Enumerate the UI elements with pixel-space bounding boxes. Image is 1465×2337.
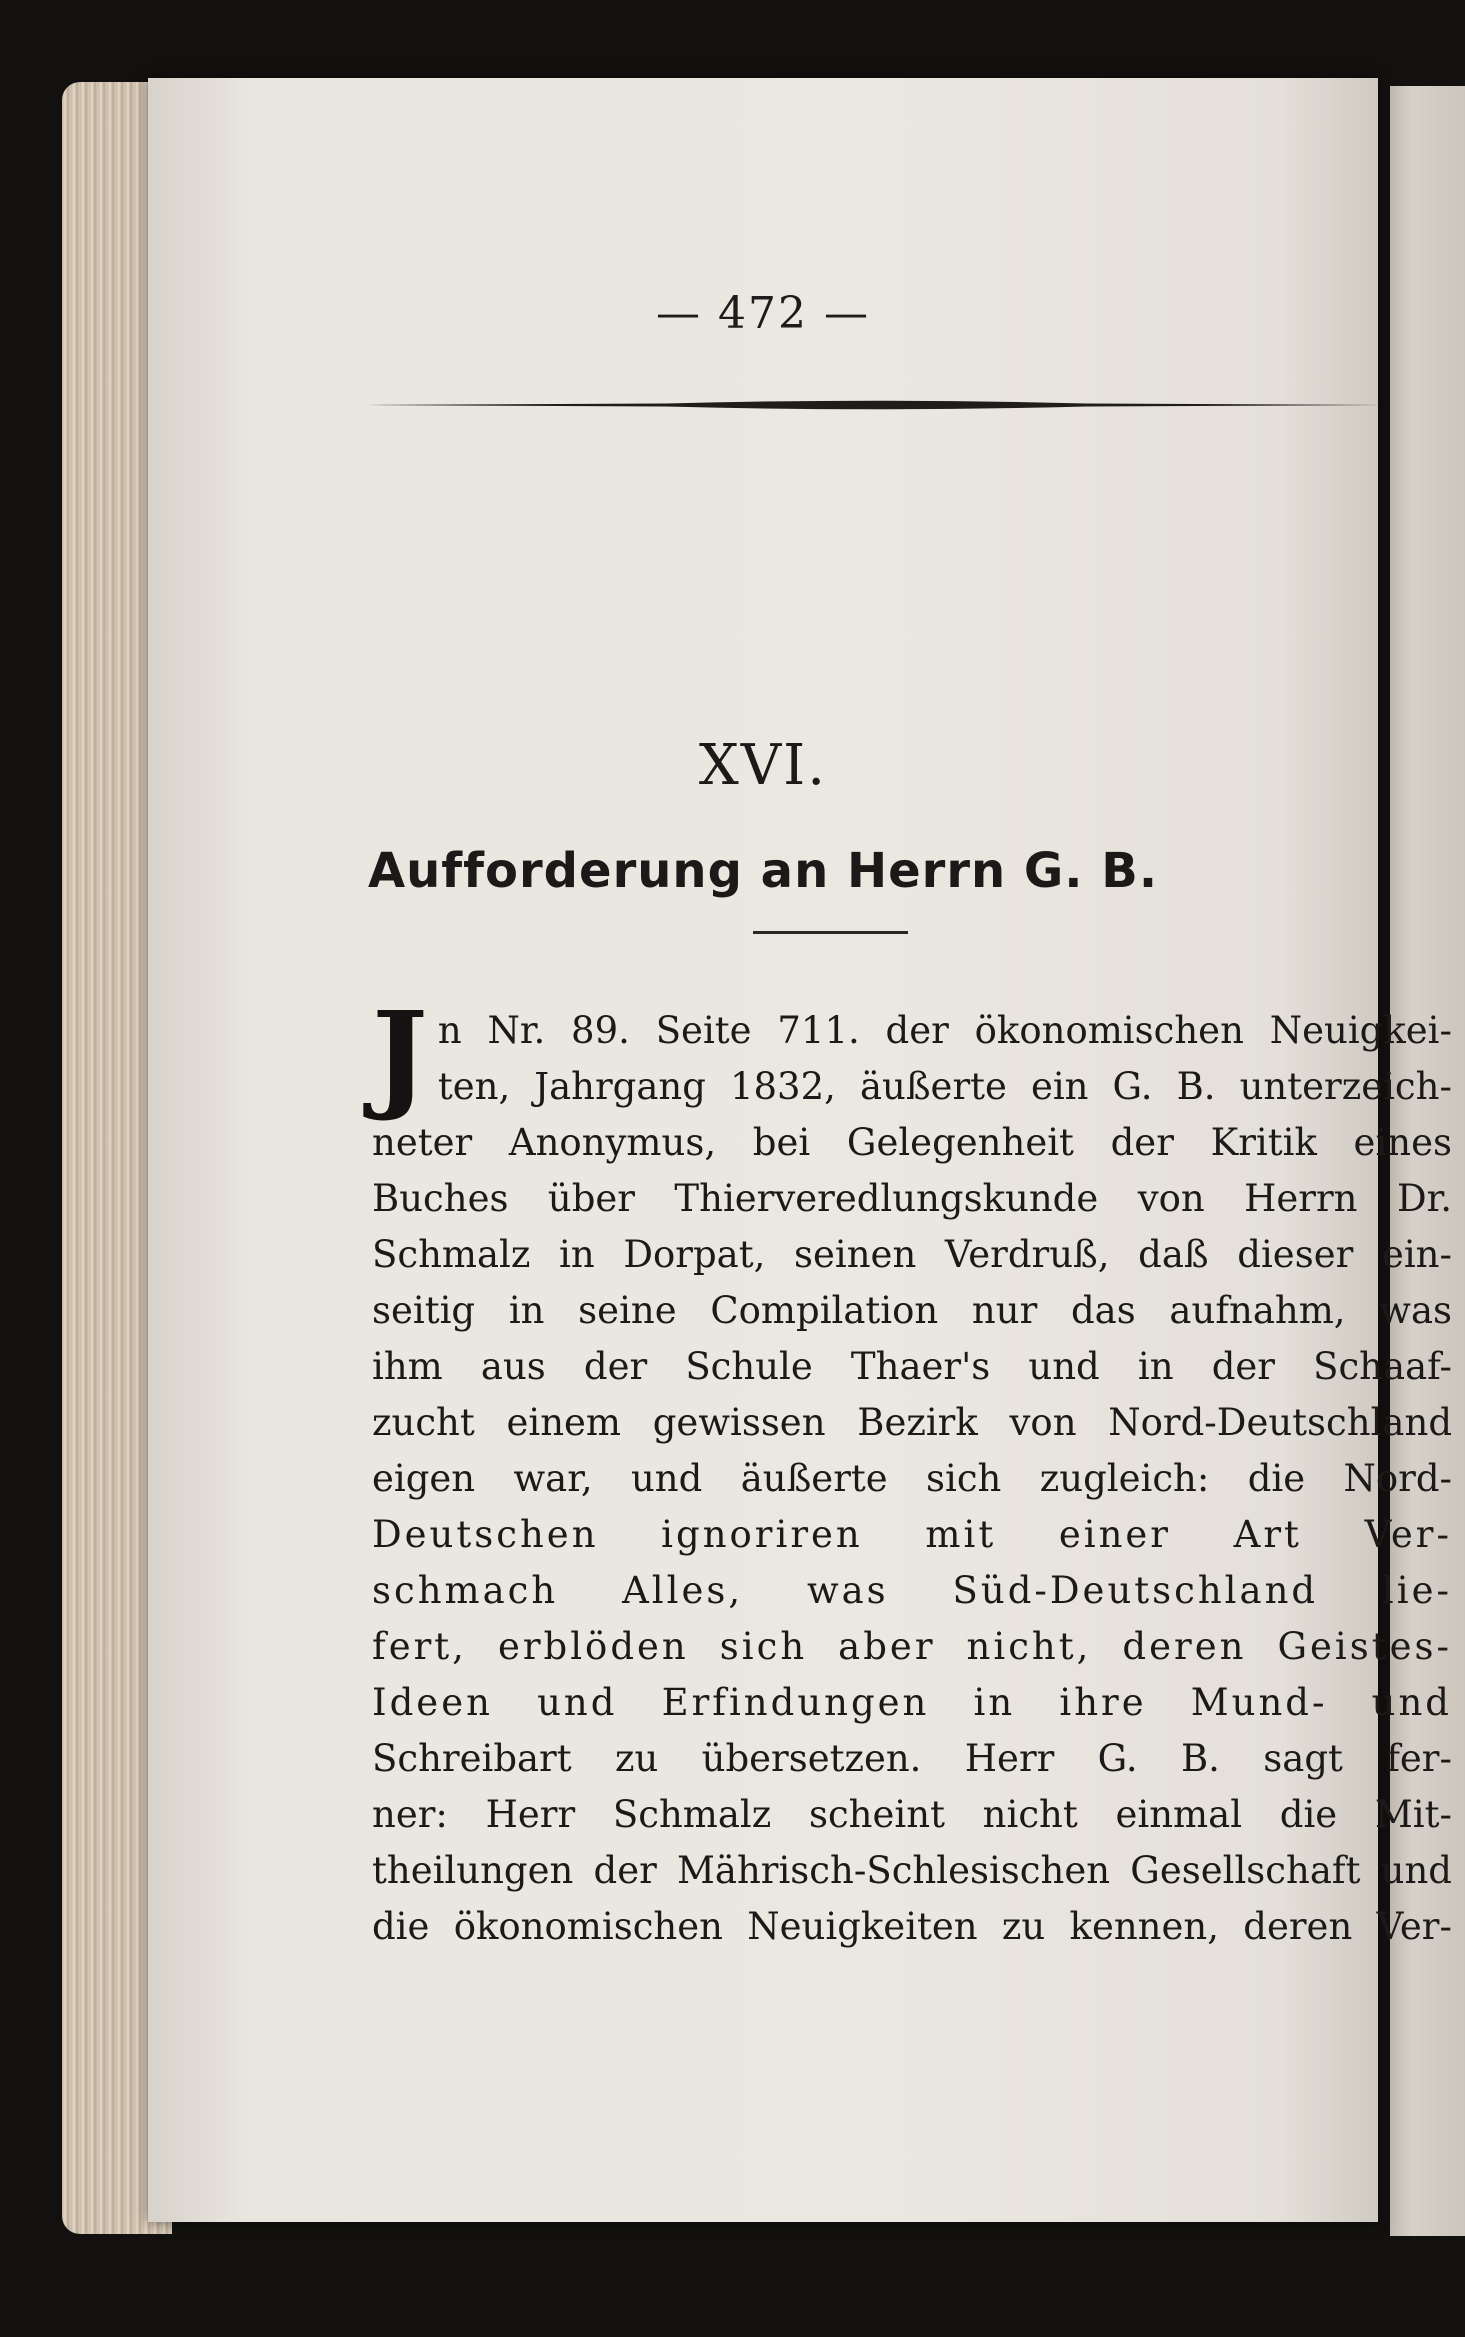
text-line: Deutschen ignoriren mit einer Art Ver- [372,1513,1452,1556]
text-line: theilungen der Mährisch-Schlesischen Gesellschaft und [372,1849,1452,1892]
text-line: Buches über Thierveredlungskunde von Herrn Dr. [372,1177,1452,1220]
body-text [372,985,1452,1955]
text-line: eigen war, und äußerte sich zugleich: die Nord- [372,1457,1452,1500]
text-line: fert, erblöden sich aber nicht, deren Geistes- [372,1625,1452,1668]
chapter-number: XVI. [698,733,828,798]
text-line: die ökonomischen Neuigkeiten zu kennen, deren Ver- [372,1905,1452,1948]
text-line: ner: Herr Schmalz scheint nicht einmal die Mit- [372,1793,1452,1836]
text-line: Ideen und Erfindungen in ihre Mund- und [372,1681,1452,1724]
text-line: ten, Jahrgang 1832, äußerte ein G. B. unterzeich- [437,1065,1452,1108]
text-line: zucht einem gewissen Bezirk von Nord-Deutschland [372,1401,1452,1444]
text-line: seitig in seine Compilation nur das aufnahm, was [372,1289,1452,1332]
drop-cap: J [372,985,428,1124]
chapter-title: Aufforderung an Herrn G. B. [367,843,1159,899]
page-number: — 472 — [656,288,870,339]
text-line: ihm aus der Schule Thaer's und in der Schaaf- [372,1345,1452,1388]
text-line: n Nr. 89. Seite 711. der ökonomischen Neuigkei- [437,1009,1452,1052]
text-line: Schmalz in Dorpat, seinen Verdruß, daß dieser ein- [372,1233,1452,1276]
text-line: neter Anonymus, bei Gelegenheit der Kritik eines [372,1121,1452,1164]
book-page [148,78,1452,2222]
text-line: Schreibart zu übersetzen. Herr G. B. sagt fer- [372,1737,1452,1780]
text-line: schmach Alles, was Süd-Deutschland lie- [372,1569,1452,1612]
title-divider [753,931,908,934]
ornamental-rule [366,398,1386,412]
